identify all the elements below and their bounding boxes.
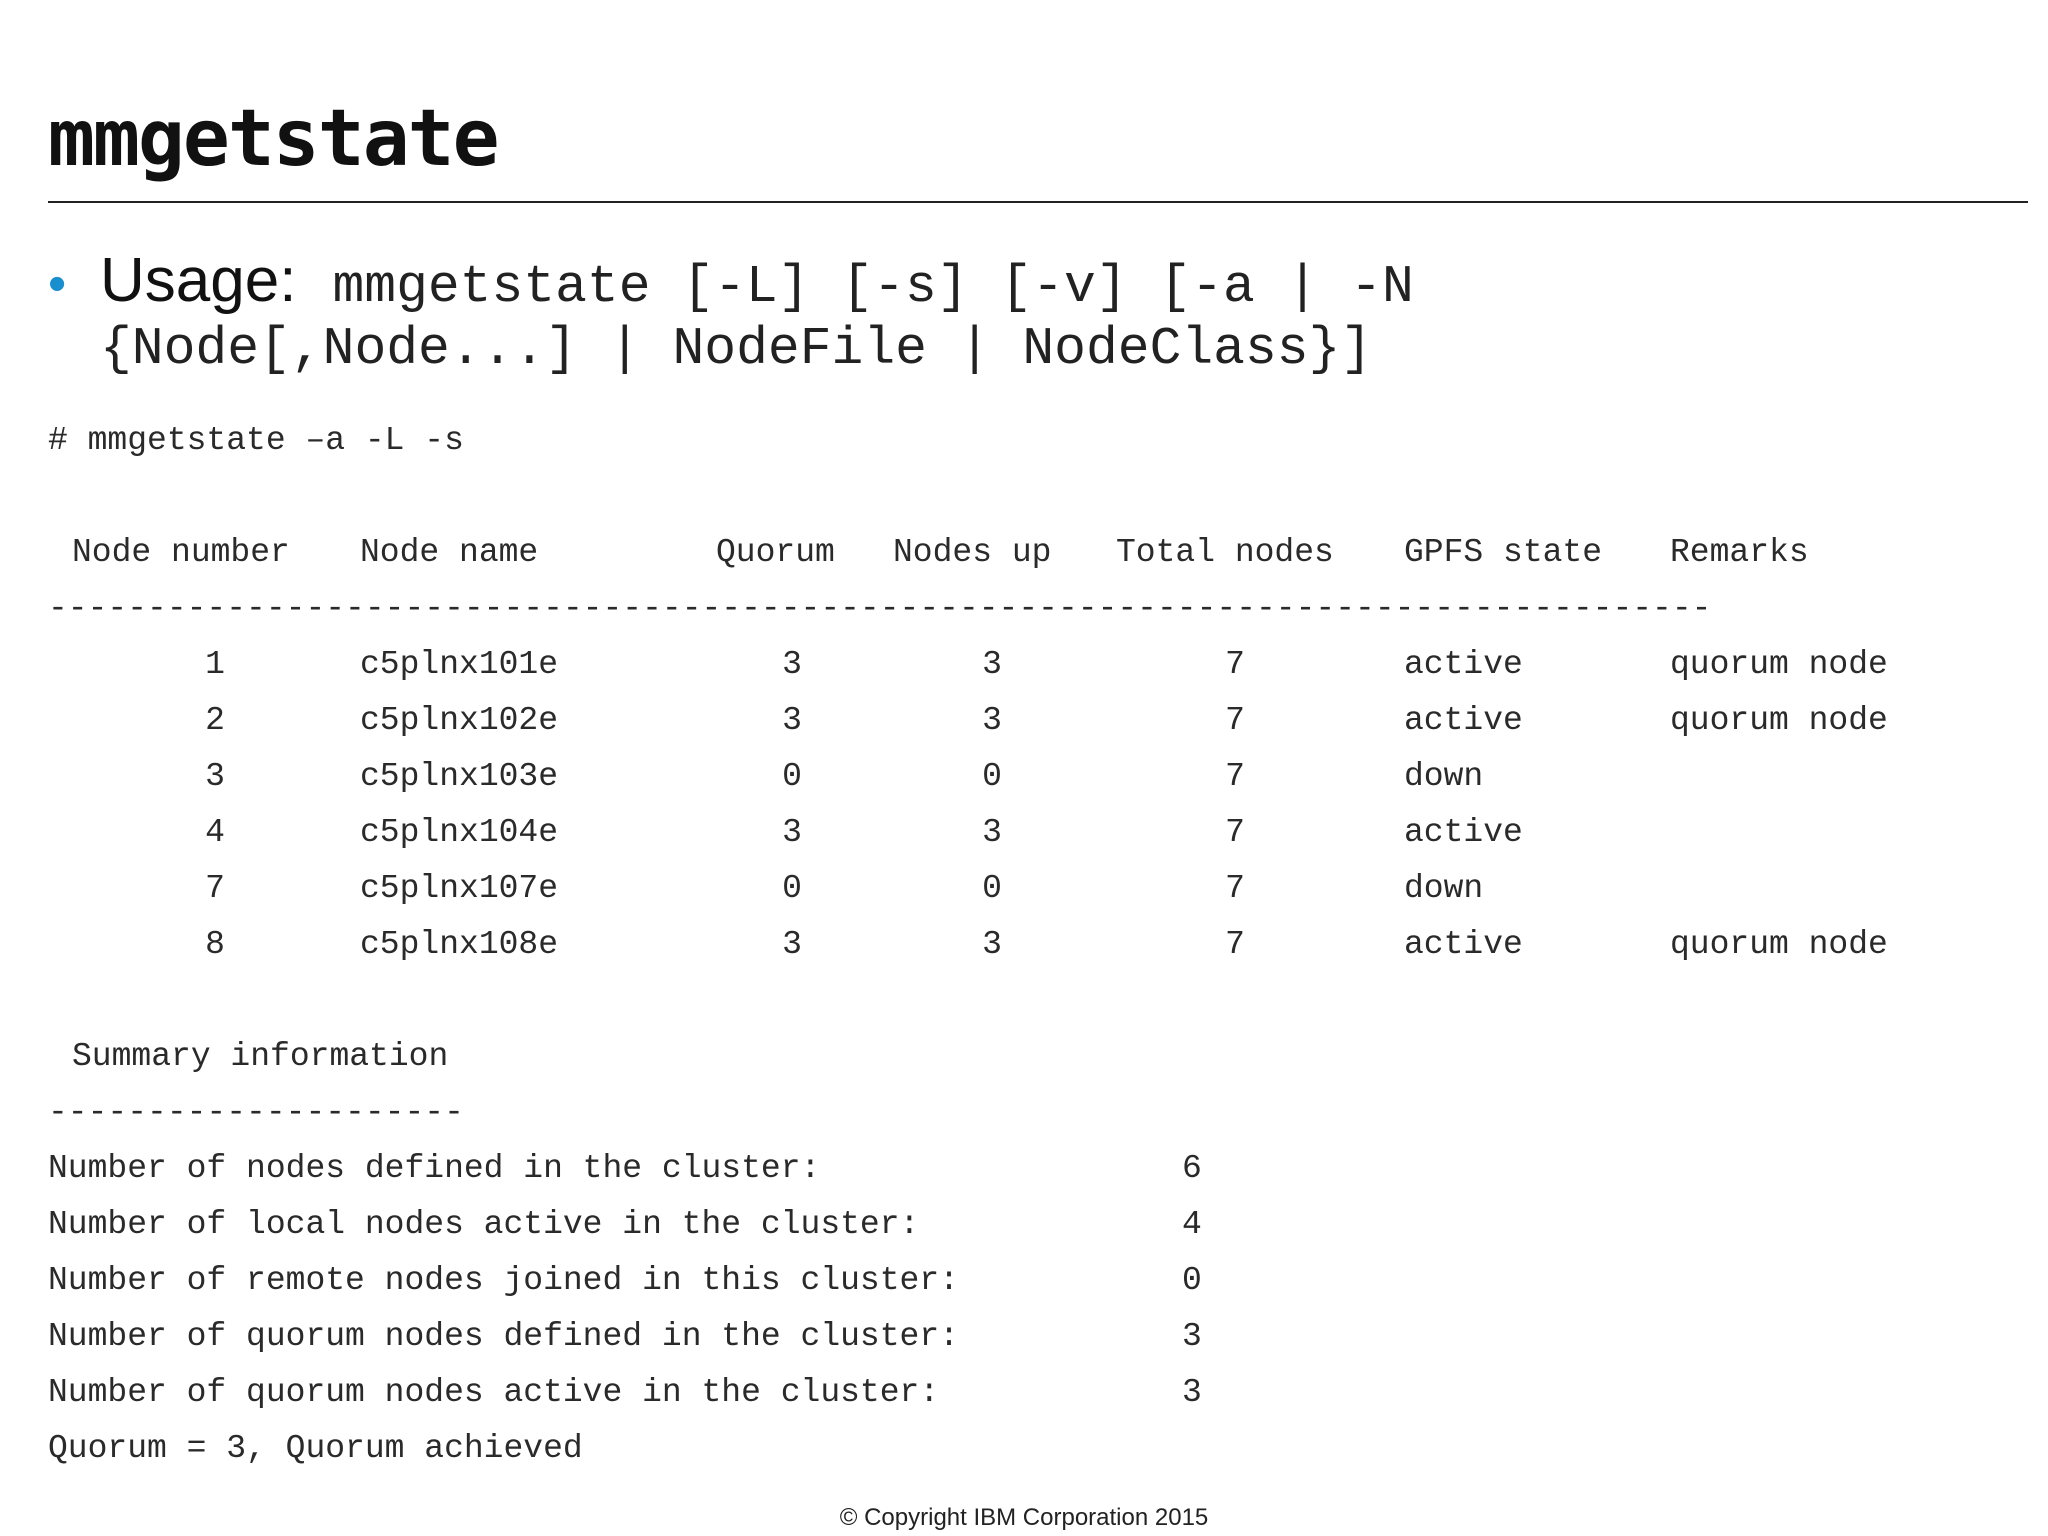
cell-gpfs-state: active (1404, 646, 1523, 683)
summary-label: Number of quorum nodes defined in the cluster: (48, 1318, 959, 1355)
cell-quorum: 3 (782, 926, 802, 963)
cell-quorum: 0 (782, 758, 802, 795)
header-remarks: Remarks (1670, 534, 1809, 571)
cell-nodes-up: 0 (982, 870, 1002, 907)
summary-value: 0 (1182, 1262, 1202, 1299)
cell-node-number: 1 (205, 646, 225, 683)
usage-block (48, 245, 1948, 393)
header-node-name: Node name (360, 534, 539, 571)
command-line: # mmgetstate –a -L -s (48, 422, 464, 459)
summary-value: 4 (1182, 1206, 1202, 1243)
header-total-nodes: Total nodes (1116, 534, 1334, 571)
cell-nodes-up: 3 (982, 702, 1002, 739)
cell-node-name: c5plnx104e (360, 814, 559, 851)
cell-gpfs-state: active (1404, 926, 1523, 963)
cell-node-number: 3 (205, 758, 225, 795)
cell-node-name: c5plnx108e (360, 926, 559, 963)
cell-node-number: 2 (205, 702, 225, 739)
table-separator: ------------------------------------------------------------------------------------ (48, 590, 1712, 627)
cell-gpfs-state: down (1404, 758, 1484, 795)
usage-label: Usage: (100, 246, 297, 315)
cell-node-name: c5plnx107e (360, 870, 559, 907)
cell-total-nodes: 7 (1225, 814, 1245, 851)
bullet-icon: • (48, 255, 67, 313)
usage-syntax-line1: mmgetstate [-L] [-s] [-v] [-a | -N (332, 257, 1414, 317)
cell-nodes-up: 3 (982, 646, 1002, 683)
summary-value: 3 (1182, 1318, 1202, 1355)
cell-node-number: 7 (205, 870, 225, 907)
cell-quorum: 3 (782, 646, 802, 683)
summary-value: 3 (1182, 1374, 1202, 1411)
copyright-footer: © Copyright IBM Corporation 2015 (839, 1504, 1209, 1531)
cell-node-name: c5plnx102e (360, 702, 559, 739)
cell-remarks: quorum node (1670, 702, 1888, 739)
summary-label: Number of quorum nodes active in the cluster: (48, 1374, 940, 1411)
cell-total-nodes: 7 (1225, 646, 1245, 683)
summary-separator: --------------------- (48, 1094, 464, 1131)
cell-node-number: 4 (205, 814, 225, 851)
cell-gpfs-state: active (1404, 814, 1523, 851)
summary-value: 6 (1182, 1150, 1202, 1187)
header-quorum: Quorum (716, 534, 835, 571)
title-divider (48, 201, 2028, 203)
summary-heading: Summary information (72, 1038, 449, 1075)
cell-quorum: 3 (782, 814, 802, 851)
page-title: mmgetstate (48, 94, 498, 184)
summary-label: Number of nodes defined in the cluster: (48, 1150, 821, 1187)
header-node-number: Node number (72, 534, 290, 571)
cell-gpfs-state: down (1404, 870, 1484, 907)
usage-syntax-line2: {Node[,Node...] | NodeFile | NodeClass}] (100, 319, 1373, 379)
cell-node-name: c5plnx101e (360, 646, 559, 683)
cell-remarks: quorum node (1670, 646, 1888, 683)
cell-node-number: 8 (205, 926, 225, 963)
summary-label: Number of local nodes active in the cluster: (48, 1206, 920, 1243)
summary-label: Number of remote nodes joined in this cluster: (48, 1262, 959, 1299)
cell-nodes-up: 3 (982, 814, 1002, 851)
cell-remarks: quorum node (1670, 926, 1888, 963)
cell-quorum: 3 (782, 702, 802, 739)
cell-quorum: 0 (782, 870, 802, 907)
header-gpfs-state: GPFS state (1404, 534, 1603, 571)
cell-nodes-up: 0 (982, 758, 1002, 795)
cell-nodes-up: 3 (982, 926, 1002, 963)
cell-gpfs-state: active (1404, 702, 1523, 739)
cell-total-nodes: 7 (1225, 702, 1245, 739)
header-nodes-up: Nodes up (893, 534, 1052, 571)
cell-node-name: c5plnx103e (360, 758, 559, 795)
quorum-status-line: Quorum = 3, Quorum achieved (48, 1430, 583, 1467)
cell-total-nodes: 7 (1225, 758, 1245, 795)
cell-total-nodes: 7 (1225, 870, 1245, 907)
cell-total-nodes: 7 (1225, 926, 1245, 963)
